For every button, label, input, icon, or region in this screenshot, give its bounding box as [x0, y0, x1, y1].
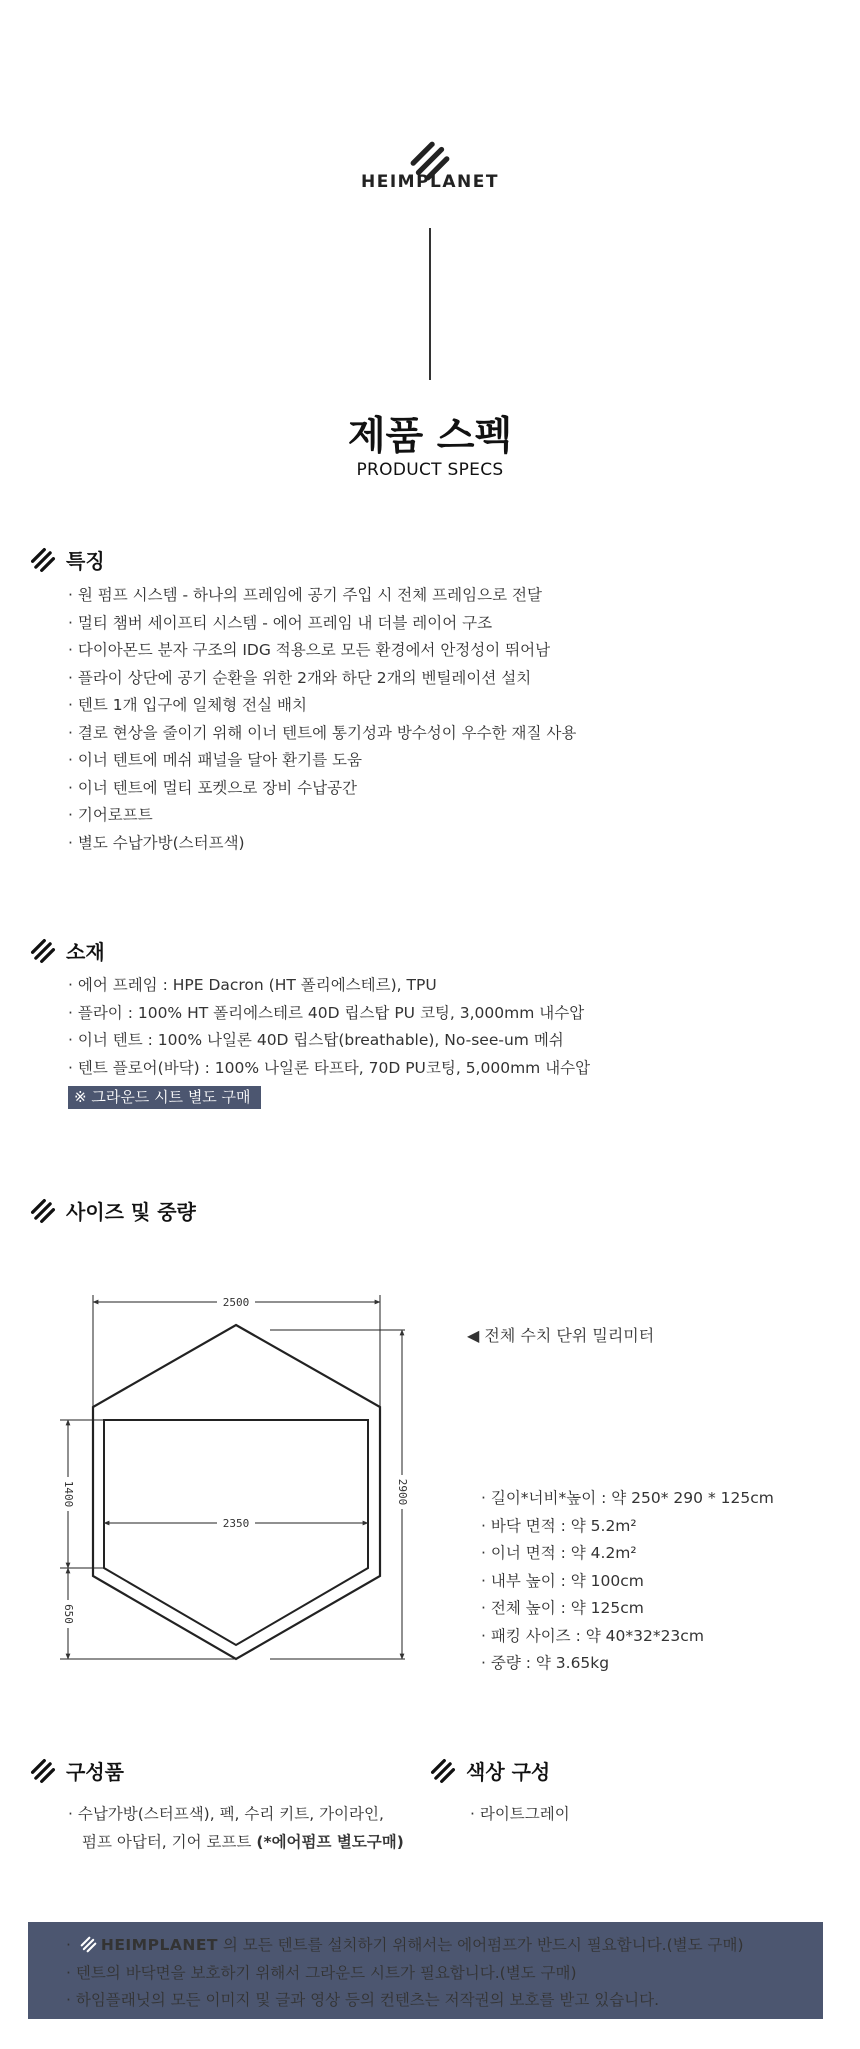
- list-item: · 플라이 상단에 공기 순환을 위한 2개와 하단 2개의 벤틸레이션 설치: [68, 668, 532, 687]
- heimplanet-stripe-icon: [30, 547, 56, 573]
- list-item: · 플라이 : 100% HT 폴리에스테르 40D 립스탑 PU 코팅, 3,000mm 내수압: [68, 1003, 585, 1022]
- section-title-components: 구성품: [66, 1760, 124, 1784]
- dim-label-bottom: 650: [62, 1604, 75, 1624]
- list-item: · 전체 높이 : 약 125cm: [481, 1599, 644, 1617]
- list-item: · 이너 면적 : 약 4.2m²: [481, 1544, 637, 1562]
- tent-dimension-diagram: [0, 1270, 440, 1670]
- list-item: · 이너 텐트에 메쉬 패널을 달아 환기를 도움: [68, 751, 362, 769]
- ground-sheet-note: ※ 그라운드 시트 별도 구매: [68, 1086, 261, 1109]
- list-item: · 별도 수납가방(스터프색): [68, 833, 245, 852]
- list-item: · 다이아몬드 분자 구조의 IDG 적용으로 모든 환경에서 안정성이 뛰어남: [68, 641, 551, 659]
- size-specs-list: [481, 1485, 774, 1678]
- components-list: [68, 1801, 404, 1856]
- section-header-colors: [430, 1756, 550, 1785]
- section-title-colors: 색상 구성: [466, 1760, 551, 1784]
- section-title-size: 사이즈 및 중량: [66, 1200, 196, 1224]
- footer-line-3: · 하임플래닛의 모든 이미지 및 글과 영상 등의 컨텐츠는 저작권의 보호를 받고 있습니다.: [66, 1991, 660, 2009]
- list-item: · 수납가방(스터프색), 펙, 수리 키트, 가이라인,: [68, 1805, 384, 1823]
- list-item: · 내부 높이 : 약 100cm: [481, 1571, 644, 1590]
- divider-line: [429, 228, 431, 380]
- list-item: · 중량 : 약 3.65kg: [481, 1654, 610, 1672]
- heimplanet-stripe-icon: [30, 1198, 56, 1224]
- list-item: [68, 1829, 404, 1857]
- heimplanet-stripe-icon: [30, 938, 56, 964]
- list-item: · 라이트그레이: [470, 1805, 570, 1823]
- dim-label-height: 2900: [396, 1478, 409, 1506]
- list-item: · 이너 텐트 : 100% 나일론 40D 립스탑(breathable), No-see-um 메쉬: [68, 1031, 564, 1049]
- section-header-materials: [30, 936, 105, 965]
- materials-list: [68, 972, 590, 1082]
- footer-notice-box: [28, 1922, 823, 2019]
- list-item: · 기어로프트: [68, 806, 153, 824]
- air-pump-note: (*에어펌프 별도구매): [256, 1832, 404, 1851]
- section-header-size: [30, 1196, 196, 1225]
- footer-line-2: · 텐트의 바닥면을 보호하기 위해서 그라운드 시트가 필요합니다.(별도 구매): [66, 1963, 577, 1982]
- list-item: · 이너 텐트에 멀티 포켓으로 장비 수납공간: [68, 778, 358, 797]
- list-item: · 결로 현상을 줄이기 위해 이너 텐트에 통기성과 방수성이 우수한 재질 사용: [68, 723, 577, 742]
- list-item: · 멀티 챔버 세이프티 시스템 - 에어 프레임 내 더블 레이어 구조: [68, 613, 493, 632]
- unit-note: ◀ 전체 수치 단위 밀리미터: [467, 1326, 655, 1345]
- features-list: [68, 582, 576, 857]
- list-item: · 텐트 1개 입구에 일체형 전실 배치: [68, 696, 308, 714]
- footer-brand: HEIMPLANET: [100, 1936, 218, 1954]
- inner-shape: [104, 1420, 368, 1645]
- dim-label-inner-width: 2350: [222, 1517, 250, 1530]
- section-title-materials: 소재: [66, 940, 105, 964]
- dim-label-side: 1400: [62, 1480, 75, 1508]
- list-item: · 원 펌프 시스템 - 하나의 프레임에 공기 주입 시 전체 프레임으로 전달: [68, 586, 542, 604]
- footer-line-1: · HEIMPLANET 의 모든 텐트를 설치하기 위해서는 에어펌프가 반드시 필요합니다.(별도 구매): [66, 1936, 744, 1954]
- brand-name: HEIMPLANET: [361, 172, 499, 192]
- section-title-features: 특징: [66, 549, 105, 573]
- page-title: 제품 스펙: [347, 414, 513, 459]
- heimplanet-stripe-icon: [430, 1758, 456, 1784]
- list-item: · 길이*너비*높이 : 약 250* 290 * 125cm: [481, 1489, 774, 1507]
- colors-list: [470, 1801, 570, 1829]
- list-item: · 바닥 면적 : 약 5.2m²: [481, 1516, 637, 1535]
- list-item: · 패킹 사이즈 : 약 40*32*23cm: [481, 1626, 704, 1645]
- list-item: · 텐트 플로어(바닥) : 100% 나일론 타프타, 70D PU코팅, 5,000mm 내수압: [68, 1058, 591, 1077]
- heimplanet-stripe-icon: [30, 1758, 56, 1784]
- heimplanet-stripe-icon: [80, 1936, 97, 1953]
- section-header-components: [30, 1756, 124, 1785]
- components-text: 펌프 아답터, 기어 로프트: [82, 1832, 257, 1851]
- section-header-features: [30, 545, 105, 574]
- page-subtitle: PRODUCT SPECS: [356, 460, 504, 480]
- dim-label-width: 2500: [222, 1296, 250, 1309]
- outer-hexagon: [93, 1325, 380, 1659]
- list-item: · 에어 프레임 : HPE Dacron (HT 폴리에스테르), TPU: [68, 976, 437, 994]
